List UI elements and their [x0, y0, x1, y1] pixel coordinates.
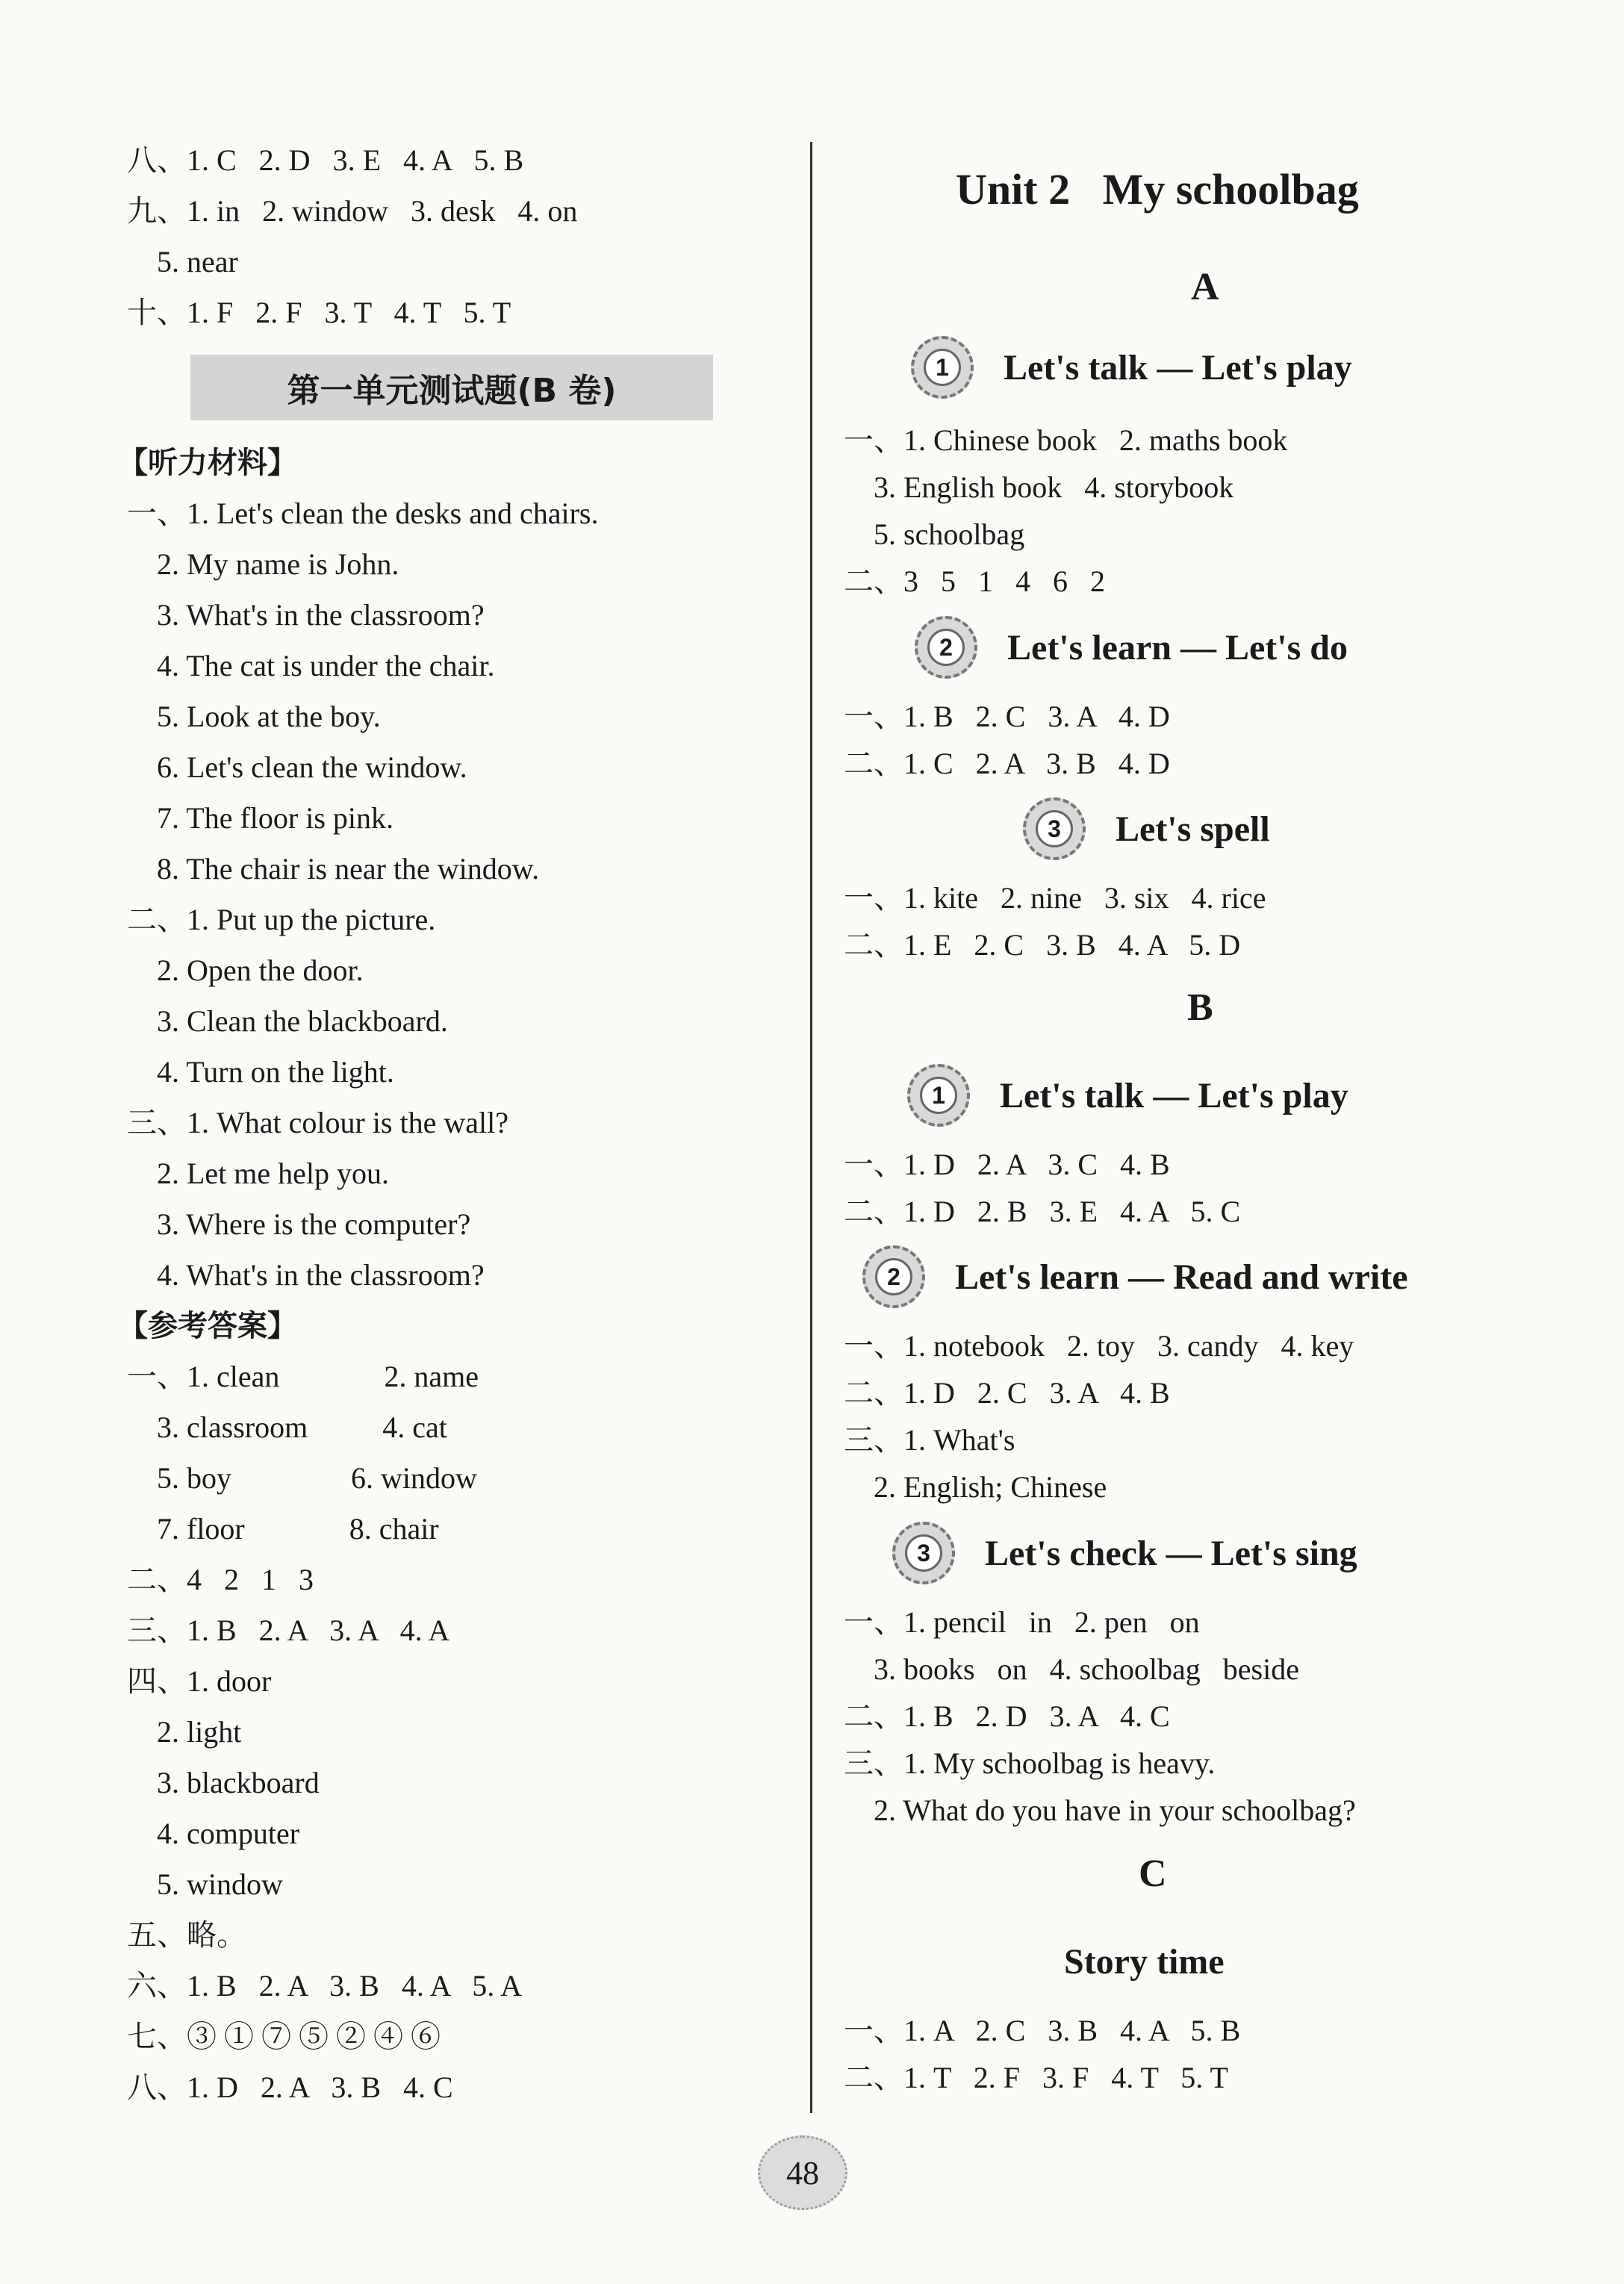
answer-line: 一、1. kite 2. nine 3. six 4. rice [844, 881, 1266, 915]
lesson-title: Let's talk — Let's play [1000, 1075, 1348, 1115]
lesson-header [915, 616, 1348, 679]
lesson-title: Let's learn — Read and write [955, 1257, 1408, 1297]
listening-line: 3. What's in the classroom? [127, 598, 485, 632]
listening-line: 2. Let me help you. [127, 1157, 390, 1190]
answer-line: 3. English book 4. storybook [844, 470, 1234, 504]
lesson-number-badge [911, 336, 974, 399]
section-c-label: C [1139, 1852, 1167, 1895]
lesson-number-badge [907, 1064, 970, 1127]
answer-line: 二、3 5 1 4 6 2 [844, 564, 1105, 598]
answers-heading: 【参考答案】 [118, 1309, 297, 1343]
answer-line: 二、1. B 2. D 3. A 4. C [844, 1699, 1170, 1733]
listening-line: 一、1. Let's clean the desks and chairs. [127, 497, 599, 530]
listening-line: 4. Turn on the light. [127, 1055, 394, 1089]
lesson-header [911, 336, 1352, 399]
answer-line: 二、1. C 2. A 3. B 4. D [844, 747, 1170, 780]
answer-line: 一、1. notebook 2. toy 3. candy 4. key [844, 1329, 1354, 1363]
answer-line: 二、1. D 2. B 3. E 4. A 5. C [844, 1195, 1241, 1228]
answer-line: 3. classroom 4. cat [127, 1410, 447, 1444]
answer-line: 2. What do you have in your schoolbag? [844, 1793, 1356, 1827]
lesson-number: 1 [920, 1077, 957, 1114]
answer-line: 一、1. A 2. C 3. B 4. A 5. B [844, 2014, 1241, 2047]
listening-line: 7. The floor is pink. [127, 801, 394, 835]
answer-line: 一、1. clean 2. name [127, 1360, 479, 1393]
lesson-title: Let's spell [1116, 809, 1270, 849]
answer-line: 二、1. E 2. C 3. B 4. A 5. D [844, 928, 1241, 962]
lesson-header [892, 1522, 1357, 1584]
answer-line: 五、略。 [127, 1918, 246, 1952]
answer-line: 八、1. C 2. D 3. E 4. A 5. B [127, 143, 524, 177]
lesson-number: 2 [927, 629, 965, 666]
listening-line: 3. Clean the blackboard. [127, 1004, 448, 1038]
story-time-title: Story time [1064, 1942, 1225, 1982]
answer-line: 三、1. What's [844, 1423, 1015, 1457]
answer-line: 5. schoolbag [844, 517, 1025, 551]
listening-heading: 【听力材料】 [118, 446, 297, 480]
lesson-title: Let's talk — Let's play [1004, 347, 1352, 388]
answer-line: 四、1. door [127, 1664, 272, 1698]
listening-line: 4. The cat is under the chair. [127, 649, 495, 682]
answer-line: 二、1. D 2. C 3. A 4. B [844, 1376, 1170, 1410]
listening-line: 6. Let's clean the window. [127, 750, 467, 784]
lesson-number-badge [892, 1522, 955, 1584]
listening-line: 2. Open the door. [127, 953, 364, 987]
answer-line: 3. blackboard [127, 1766, 320, 1799]
answer-line: 一、1. Chinese book 2. maths book [844, 423, 1288, 457]
answer-line: 三、1. My schoolbag is heavy. [844, 1746, 1216, 1780]
lesson-header [907, 1064, 1348, 1127]
listening-line: 三、1. What colour is the wall? [127, 1106, 508, 1139]
lesson-number-badge [915, 616, 977, 679]
listening-line: 5. Look at the boy. [127, 700, 381, 733]
answer-line: 六、1. B 2. A 3. B 4. A 5. A [127, 1969, 522, 2003]
answer-line: 一、1. pencil in 2. pen on [844, 1605, 1200, 1639]
lesson-title: Let's learn — Let's do [1007, 627, 1348, 668]
answer-line: 三、1. B 2. A 3. A 4. A [127, 1614, 450, 1647]
answer-line: 3. books on 4. schoolbag beside [844, 1652, 1299, 1686]
answer-line: 八、1. D 2. A 3. B 4. C [127, 2070, 453, 2104]
listening-line: 二、1. Put up the picture. [127, 903, 436, 936]
column-divider [810, 142, 812, 2113]
listening-line: 2. My name is John. [127, 547, 399, 581]
answer-line: 二、4 2 1 3 [127, 1563, 314, 1596]
section-b-label: B [1187, 986, 1213, 1029]
answer-line: 7. floor 8. chair [127, 1512, 439, 1546]
answer-line: 七、③ ① ⑦ ⑤ ② ④ ⑥ [127, 2020, 441, 2053]
lesson-header [862, 1245, 1408, 1308]
answer-line: 5. window [127, 1867, 283, 1901]
answer-line: 4. computer [127, 1817, 300, 1850]
lesson-number: 3 [1036, 810, 1073, 847]
lesson-header [1023, 797, 1270, 860]
test-banner: 第一单元测试题(B 卷) [190, 355, 713, 420]
lesson-number-badge [1023, 797, 1086, 860]
answer-line: 一、1. B 2. C 3. A 4. D [844, 700, 1170, 733]
answer-line: 九、1. in 2. window 3. desk 4. on [127, 194, 578, 228]
answer-line: 2. light [127, 1715, 242, 1749]
answer-line: 二、1. T 2. F 3. F 4. T 5. T [844, 2061, 1228, 2094]
answer-line: 一、1. D 2. A 3. C 4. B [844, 1148, 1170, 1181]
lesson-number: 1 [924, 349, 961, 386]
listening-line: 3. Where is the computer? [127, 1207, 471, 1241]
lesson-number: 2 [875, 1258, 912, 1295]
answer-line: 5. boy 6. window [127, 1461, 477, 1495]
lesson-number: 3 [905, 1534, 942, 1572]
listening-line: 4. What's in the classroom? [127, 1258, 485, 1292]
answer-line: 2. English; Chinese [844, 1470, 1107, 1504]
lesson-title: Let's check — Let's sing [985, 1533, 1357, 1573]
section-a-label: A [1191, 266, 1219, 308]
listening-line: 8. The chair is near the window. [127, 852, 540, 886]
unit-title: Unit 2 My schoolbag [956, 165, 1359, 214]
lesson-number-badge [862, 1245, 925, 1308]
page-number: 48 [758, 2135, 847, 2210]
answer-line: 十、1. F 2. F 3. T 4. T 5. T [127, 296, 511, 329]
answer-line: 5. near [127, 245, 238, 279]
